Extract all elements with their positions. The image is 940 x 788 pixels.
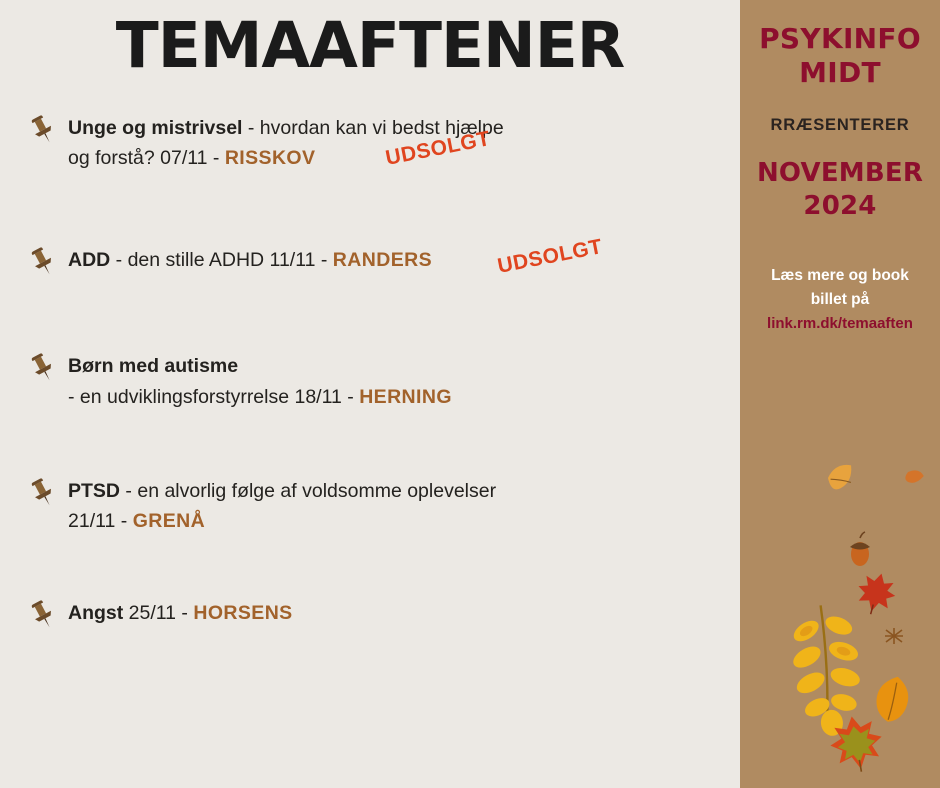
- event-date: 21/11 -: [68, 510, 133, 533]
- pushpin-icon: [26, 113, 60, 147]
- brand-title: [740, 22, 940, 90]
- event-title: Angst: [68, 602, 124, 625]
- event-title: Unge og mistrivsel: [68, 117, 243, 139]
- booking-link[interactable]: link.rm.dk/temaaften: [767, 314, 913, 332]
- list-item[interactable]: [0, 598, 740, 638]
- event-text: [68, 598, 740, 628]
- event-desc: - hvordan kan vi bedst hjælpe: [242, 117, 504, 139]
- event-place: HORSENS: [193, 602, 293, 625]
- list-item[interactable]: [0, 476, 740, 536]
- booking-info: [740, 264, 940, 311]
- pushpin-icon: [26, 245, 60, 279]
- page-title: TEMAAFTENER: [115, 9, 625, 82]
- event-place: GRENÅ: [132, 510, 206, 533]
- event-text: [68, 351, 740, 411]
- event-desc: - den stille ADHD 11/11 -: [110, 249, 333, 272]
- brand-line-1: PSYKINFO: [759, 22, 921, 55]
- event-date: - en udviklingsforstyrrelse 18/11 -: [68, 385, 360, 408]
- event-desc: - en alvorlig følge af voldsomme oplevelser: [120, 479, 497, 502]
- poster-sidebar: [740, 0, 940, 788]
- list-item[interactable]: [0, 113, 740, 173]
- event-title: Børn med autisme: [68, 355, 239, 378]
- event-title: PTSD: [68, 479, 121, 502]
- brand-line-2: MIDT: [799, 56, 881, 90]
- pushpin-icon: [26, 351, 60, 385]
- pushpin-icon: [26, 476, 60, 510]
- list-item[interactable]: [0, 235, 740, 285]
- booking-line-2: billet på: [810, 290, 870, 308]
- event-place: HERNING: [359, 385, 452, 408]
- month-label: NOVEMBER: [756, 158, 924, 189]
- event-place: RISSKOV: [224, 147, 316, 170]
- status-badge: UDSOLGT: [495, 235, 605, 279]
- event-text: [68, 245, 740, 275]
- event-desc: 25/11 -: [123, 602, 194, 625]
- status-badge: UDSOLGT: [383, 127, 493, 170]
- event-title: ADD: [68, 249, 111, 272]
- booking-line-1: Læs mere og book: [771, 267, 909, 285]
- event-place: RANDERS: [332, 249, 433, 272]
- month-year: [740, 157, 940, 222]
- event-date: og forstå? 07/11 -: [68, 147, 225, 170]
- event-text: [68, 476, 740, 536]
- pushpin-icon: [26, 598, 60, 632]
- list-item[interactable]: [0, 351, 740, 411]
- autumn-leaves-decoration: [740, 430, 940, 788]
- presents-label: RRÆSENTERER: [770, 116, 910, 135]
- year-label: 2024: [803, 190, 877, 221]
- event-list: [0, 113, 740, 638]
